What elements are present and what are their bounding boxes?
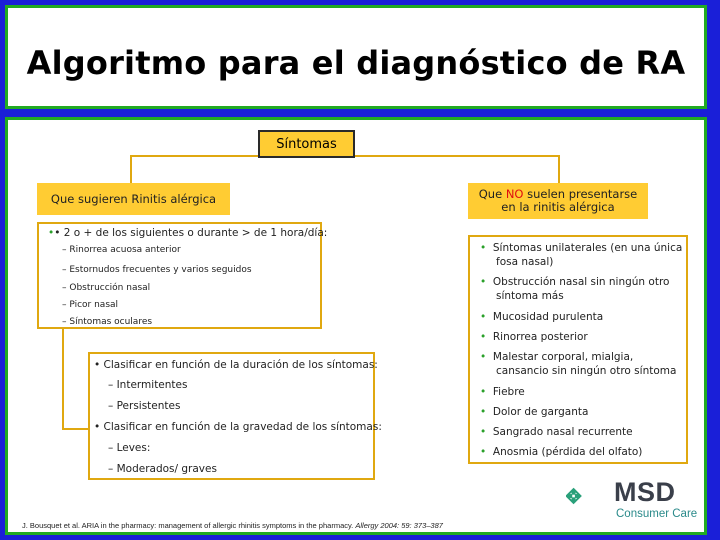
criteria-lead: •• 2 o + de los siguientes o durante > de 1 hora/día: [48,227,328,239]
reference-journal: Allergy 2004: 59: 373–387 [355,521,443,530]
reference-text: J. Bousquet et al. ARIA in the pharmacy: management of allergic rhinitis symptoms in the pharmacy. [22,521,356,530]
not-allergic-item: • Mucosidad purulenta [480,311,604,323]
not-allergic-heading-no: NO [505,187,524,201]
msd-brand: MSD [614,477,676,507]
msd-logo-icon [566,474,612,520]
connector-left-horizontal [62,428,88,430]
not-allergic-heading-pre: Que [478,187,506,201]
criteria-item: – Síntomas oculares [62,317,153,327]
not-allergic-item: • Síntomas unilaterales (en una única fosa nasal) [480,242,683,268]
not-allergic-item: • Anosmia (pérdida del olfato) [480,446,643,458]
criteria-item: – Picor nasal [62,300,119,310]
connector-left-vertical [62,328,64,430]
not-allergic-item: • Dolor de garganta [480,406,589,418]
classification-item: – Moderados/ graves [108,463,217,475]
symptoms-root-label: Síntomas [276,136,337,152]
not-allergic-item: • Obstrucción nasal sin ningún otro síntoma más [480,276,670,302]
connector-root-right [558,155,560,183]
not-allergic-heading-line2: en la rinitis alérgica [501,200,615,214]
classification-item: – Intermitentes [108,379,188,391]
not-allergic-heading [468,183,648,219]
slide-title: Algoritmo para el diagnóstico de RA [26,44,686,82]
allergic-rhinitis-heading-text: Que sugieren Rinitis alérgica [50,191,217,206]
reference-citation [22,521,443,530]
symptoms-root-box [258,130,355,158]
classification-item: – Persistentes [108,400,181,412]
classification-item: • Clasificar en función de la duración de los síntomas: [94,359,378,371]
classification-item: – Leves: [108,442,151,454]
criteria-lead-text: • 2 o + de los siguientes o durante > de 1 hora/día: [54,227,328,239]
criteria-item: – Rinorrea acuosa anterior [62,245,181,255]
msd-subtitle: Consumer Care [616,508,698,520]
classification-item: • Clasificar en función de la gravedad de los síntomas: [94,421,382,433]
classification-frame [88,352,375,480]
not-allergic-item: • Fiebre [480,386,525,398]
not-allergic-heading-post: suelen presentarse [523,187,638,201]
allergic-rhinitis-heading [37,183,230,215]
not-allergic-item: • Rinorrea posterior [480,331,588,343]
criteria-item: – Obstrucción nasal [62,283,151,293]
not-allergic-item: • Malestar corporal, mialgia, cansancio sin ningún otro síntoma [480,351,677,377]
criteria-item: – Estornudos frecuentes y varios seguidos [62,265,252,275]
connector-root-left [130,155,132,183]
title-panel [5,5,707,109]
not-allergic-item: • Sangrado nasal recurrente [480,426,633,438]
